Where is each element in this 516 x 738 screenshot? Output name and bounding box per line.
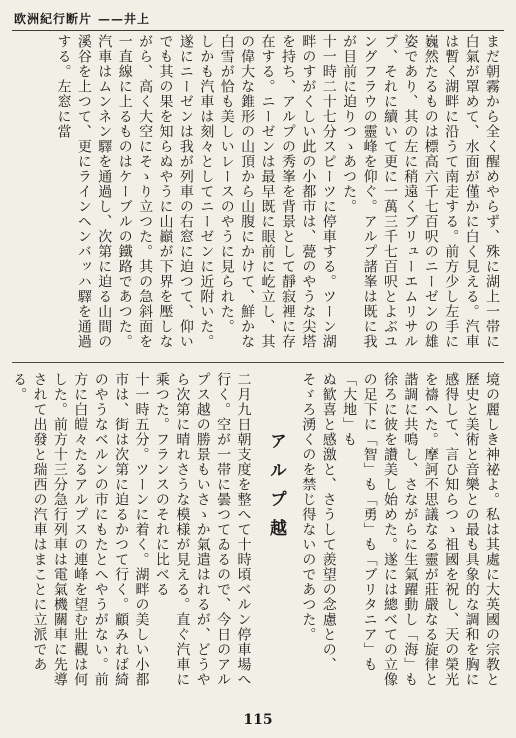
running-header [14,10,150,27]
paragraph: 境の麗しき神祕よ。私は其處に大英國の宗教と歷史と美術と音樂との最も具象的な調和を胸に感得して、言ひ知らつゝ祖國を祝し、天の榮光を禱へた。摩訶不思議なる靈が莊嚴なる旋律と諧調に共鳴し、さながらに生氣躍動し「海」も徐ろに彼を讚美し始めた。遂には總べての立像の足下に「智」も「勇」も「ブリタニア」も「大地」も [341,372,500,687]
upper-text-column [16,34,502,356]
page-number: 115 [243,712,273,728]
section-heading: アルプ越 [265,432,286,548]
paragraph: 二月九日朝支度を整へて十時頃ベルン停車場へ行く。空が一帯に曇つてゐるので、今日のアルプス越の勝景もいさゝか氣遣はれるが、どうやら次第に晴れさうな模様が見える。直ぐ汽車に乘つた。フランスのそれに比べる [153,372,252,687]
paragraph: 十一時二十七分スピーツに停車する。ツーン湖畔のすがくしい此の小都市は、甍のやうな尖塔を持ち、アルプの秀峯を背景として靜寂裡に存在する。ニーゼンは最早既に眼前に屹立し、其の偉大な錐形の山頂から山腹にかけて、鮮かな白雪が恰も美しいレースのやうに見られた。 [218,34,337,349]
section-divider [12,362,504,363]
paragraph: 十一時五分。ツーンに着く。湖畔の美しい小都市は、街は次第に迫るかつて行く。顧みれば綺のやうなベルンの市にもたとへやうがない。前方に白皚々たるアルプスの連峰を望む壯觀は何した。前方十三分急行列車は電氣機關車に先導されて出發と瑞西の汽車はまことに立派である。 [11,372,150,687]
lower-text-column [11,372,502,694]
header-divider [12,30,504,31]
paragraph: 汽車はムンネン驛を通過し、次第に迫る山間の溪谷を上つて、更にラインヘンバッハ驛を通過する。左窓に當 [55,34,113,349]
header-author: ——井上 [98,12,151,26]
paragraph: まだ朝霧から全く醒めやらず、殊に湖上一帯に白氣が罩めて、水面が僅かに白く見える。汽車は暫く湖畔に沿うて南走する。前方少し左手に巍然たるものは標高六千七百呎のニーゼンの雄姿であり、其の左に稍遠くブリューエムリサルプ、それに續いて更に一萬三千七百呎とよぶユングフラウの靈峰を仰ぐ。アルプ諸峯は既に我が目前に迫りつゝあつた。 [341,34,500,349]
paragraph: ぬ歓喜と感激と、さうして羨望の念慮との、そゞろ湧くのを禁じ得ないのであつた。 [300,372,337,672]
header-title: 欧洲紀行断片 [14,12,93,26]
paragraph: しかも汽車は刻々としてニーゼンに近附いた。遂にニーゼンは我が列車の右窓に迫つて、仰いでも其の果を知らぬやうに山巓が下界を壓しながら、高く大空にそゝり立つた。其の急斜面を一直線に上るものはケーブルの鐵路であつた。 [116,34,215,349]
